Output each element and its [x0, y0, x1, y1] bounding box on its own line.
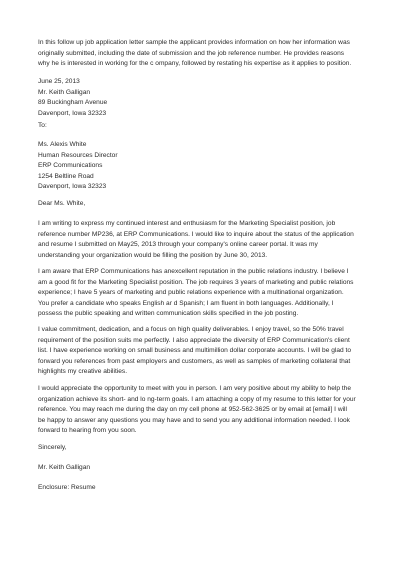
text-line: and resume I submitted on May25, 2013 through your company's online career portal. It was my	[38, 241, 318, 248]
text-line: why he is interested in working for the c ompany, followed by restating his expertise as it applies to position.	[38, 60, 352, 67]
sender-street: 89 Buckingham Avenue	[38, 99, 108, 106]
text-line: I am writing to express my continued interest and enthusiasm for the Marketing Specialist position, job	[38, 220, 336, 227]
enclosure-text: Enclosure: Resume	[38, 484, 96, 491]
text-line: I am aware that ERP Communications has anexcellent reputation in the public relations industry. I believe I	[38, 268, 349, 275]
body-paragraph-3	[38, 325, 368, 378]
recipient-title: Human Resources Director	[38, 151, 118, 159]
sender-name: Mr. Keith Galligan	[38, 88, 91, 96]
recipient-name: Ms. Alexis White	[38, 141, 87, 148]
recipient-block	[38, 140, 368, 193]
closing	[38, 443, 368, 454]
text-line: originally submitted, including the date of submission and the job reference number. He provides reasons	[38, 49, 345, 57]
recipient-city: Davenport, Iowa 32323	[38, 183, 107, 190]
to-text: To:	[38, 122, 47, 129]
text-line: reference. You may reach me during the day on my cell phone at 952-562-3625 or by email at [email] I will	[38, 406, 347, 413]
to-label	[38, 121, 368, 132]
recipient-street: 1254 Beltline Road	[38, 172, 94, 180]
text-line: organization achieve its short- and lo ng-term goals. I am attaching a copy of my resume to this letter for your	[38, 395, 356, 403]
body-paragraph-2	[38, 267, 368, 320]
salutation-text: Dear Ms. White,	[38, 200, 86, 207]
body-paragraph-1	[38, 219, 368, 261]
text-line: I value commitment, dedication, and a focus on high quality deliverables. I enjoy travel, so the 50% travel	[38, 326, 344, 333]
text-line: forward to hearing from you soon.	[38, 427, 137, 434]
salutation	[38, 199, 368, 210]
closing-text: Sincerely,	[38, 444, 67, 451]
recipient-company: ERP Communications	[38, 162, 103, 169]
signature	[38, 463, 368, 474]
sender-block	[38, 77, 368, 119]
text-line: I would appreciate the opportunity to meet with you in person. I am very positive about my ability to help the	[38, 385, 352, 392]
body-paragraph-4	[38, 384, 368, 437]
signature-name: Mr. Keith Galligan	[38, 464, 91, 471]
text-line: reference number MP236, at ERP Communications. I would like to inquire about the status of the application	[38, 230, 354, 238]
text-line: You prefer a candidate who speaks English ar d Spanish; I am fluent in both languages. Additionally, I	[38, 299, 334, 307]
text-line: requirement of the position suits me perfectly. I also appreciate the diversity of ERP Communication's client	[38, 336, 350, 344]
text-line: experience; I have 5 years of marketing and public relations experience with a multinational organization.	[38, 289, 344, 296]
text-line: understanding your organization would be filling the position by June 30, 2013.	[38, 251, 268, 259]
text-line: list. I have experience working on small business and multimillion dollar corporate accounts. I will be glad to	[38, 347, 351, 354]
text-line: am a good fit for the Marketing Specialist position. The job requires 3 years of marketing and public relations	[38, 278, 354, 286]
text-line: forward you references from past employers and customers, as well as samples of marketing collateral that	[38, 357, 351, 365]
sender-city: Davenport, Iowa 32323	[38, 109, 107, 117]
text-line: highlights my creative abilities.	[38, 368, 128, 375]
intro-paragraph	[38, 38, 368, 70]
text-line: possess the public speaking and written communication skills specified in the job posting.	[38, 310, 299, 317]
text-line: In this follow up job application letter sample the applicant provides information on how her information was	[38, 39, 350, 46]
enclosure	[38, 483, 368, 494]
text-line: be happy to answer any questions you may have and to send you any additional information needed. I look	[38, 416, 350, 424]
letter-date: June 25, 2013	[38, 78, 80, 85]
